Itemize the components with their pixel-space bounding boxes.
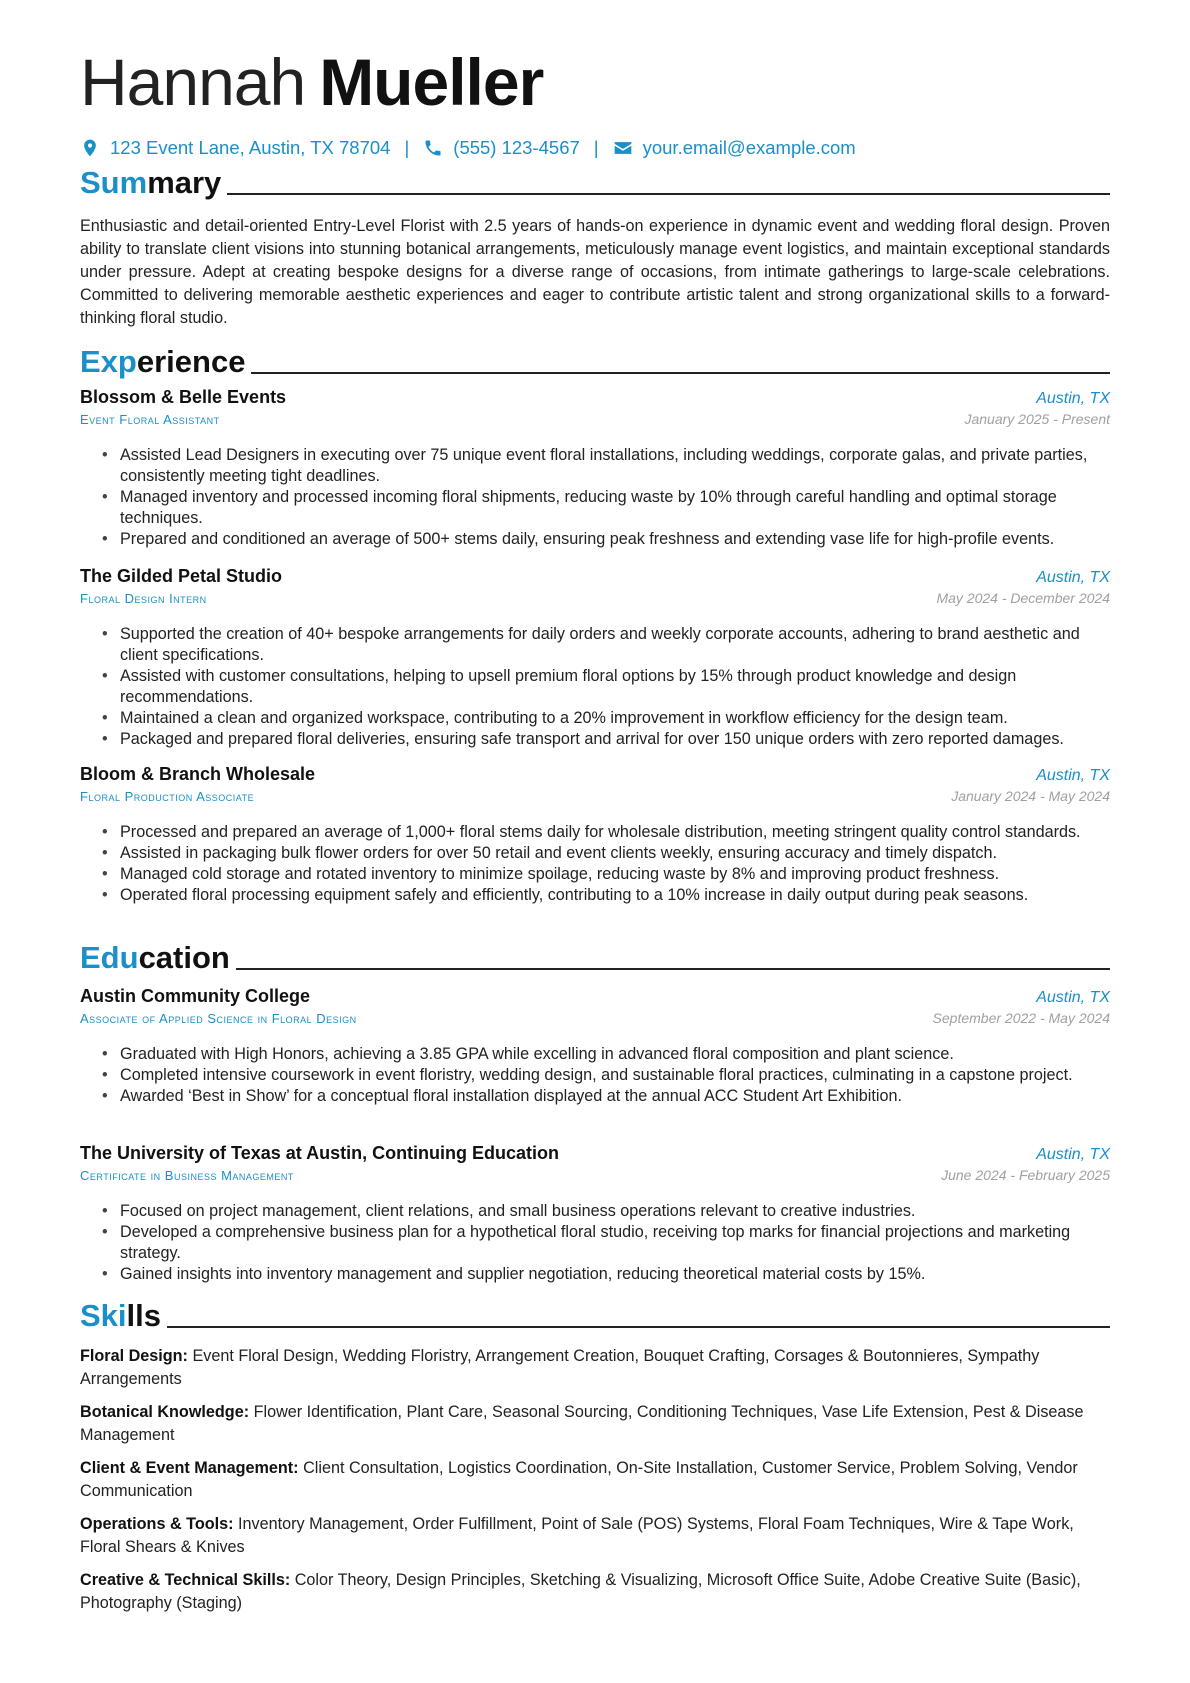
entry-location: Austin, TX [1036,569,1110,586]
experience-entry [80,387,1110,550]
section-rule [227,193,1110,195]
candidate-name [80,42,543,122]
experience-entry [80,764,1110,906]
bullet-item: • Packaged and prepared floral deliveries, ensuring safe transport and arrival for over 150 unique orders with zero reported damages. [120,729,1110,750]
section-accent: Sum [80,165,148,200]
section-rest: erience [136,344,246,379]
section-title-experience [80,339,1110,379]
first-name: Hannah [80,45,306,119]
entry-location: Austin, TX [1036,767,1110,784]
entry-role: Floral Design Intern [80,591,207,606]
entry-role: Associate of Applied Science in Floral Design [80,1011,357,1026]
address-text: 123 Event Lane, Austin, TX 78704 [110,137,391,158]
bullet-item: • Completed intensive coursework in event floristry, wedding design, and sustainable floral practices, culminating in a capstone project. [120,1065,1110,1086]
entry-role: Event Floral Assistant [80,412,220,427]
section-title-skills [80,1293,1110,1333]
entry-location: Austin, TX [1036,1146,1110,1163]
entry-dates: January 2025 - Present [964,411,1110,427]
bullet-item: • Supported the creation of 40+ bespoke arrangements for daily orders and weekly corporate accounts, adhering to brand aesthetic and client specifications. [120,624,1110,666]
entry-bullets [80,1044,1110,1107]
skill-group [80,1401,1110,1447]
bullet-item: • Assisted with customer consultations, helping to upsell premium floral options by 15% through product knowledge and design recommendations. [120,666,1110,708]
skill-label: Operations & Tools: [80,1515,234,1533]
bullet-item: • Assisted Lead Designers in executing over 75 unique event floral installations, including weddings, corporate galas, and private parties, consistently meeting tight deadlines. [120,445,1110,487]
entry-bullets [80,624,1110,750]
section-accent: Edu [80,940,139,975]
bullet-item: • Gained insights into inventory management and supplier negotiation, reducing theoretical material costs by 15%. [120,1264,1110,1285]
skill-items: Color Theory, Design Principles, Sketching & Visualizing, Microsoft Office Suite, Adobe Creative Suite (Basic), Photography (Staging) [80,1571,1081,1612]
envelope-icon [613,138,633,158]
last-name: Mueller [319,45,544,119]
section-title-education [80,935,1110,975]
contact-bar [80,133,856,163]
section-rest: mary [147,165,222,200]
section-rule [236,968,1110,970]
contact-address [80,137,390,159]
section-rest: cation [138,940,230,975]
skill-group [80,1457,1110,1503]
section-rule [167,1326,1110,1328]
skill-label: Botanical Knowledge: [80,1403,250,1421]
entry-dates: January 2024 - May 2024 [951,788,1110,804]
summary-text: Enthusiastic and detail-oriented Entry-Level Florist with 2.5 years of hands-on experience in dynamic event and wedding floral design. Proven ability to translate client visions into stunning botanical arrangements, meticulously manage event logistics, and maintain exceptional standards under pressure. Adept at creating bespoke designs for a diverse range of occasions, from intimate gatherings to large-scale celebrations. Committed to delivering memorable aesthetic experiences and eager to contribute artistic talent and strong organizational skills to a forward-thinking floral studio. [80,217,1110,327]
entry-bullets [80,822,1110,906]
skills-list [80,1345,1110,1625]
bullet-item: • Awarded ‘Best in Show’ for a conceptual floral installation displayed at the annual ACC Student Art Exhibition. [120,1086,1110,1107]
entry-dates: June 2024 - February 2025 [941,1167,1110,1183]
skill-group [80,1345,1110,1391]
bullet-item: • Prepared and conditioned an average of 500+ stems daily, ensuring peak freshness and extending vase life for high-profile events. [120,529,1110,550]
email-text: your.email@example.com [642,137,856,158]
bullet-item: • Maintained a clean and organized workspace, contributing to a 20% improvement in workflow efficiency for the design team. [120,708,1110,729]
education-entry [80,1143,1110,1285]
skill-items: Flower Identification, Plant Care, Seasonal Sourcing, Conditioning Techniques, Vase Life Extension, Pest & Disease Management [80,1403,1084,1444]
bullet-item: • Processed and prepared an average of 1,000+ floral stems daily for wholesale distribution, meeting stringent quality control standards. [120,822,1110,843]
entry-bullets [80,445,1110,550]
skill-label: Floral Design: [80,1347,188,1365]
entry-organization: Bloom & Branch Wholesale [80,764,316,784]
entry-role: Floral Production Associate [80,789,255,804]
entry-dates: September 2022 - May 2024 [932,1010,1110,1026]
entry-organization: The Gilded Petal Studio [80,566,283,586]
skill-label: Client & Event Management: [80,1459,299,1477]
bullet-item: • Graduated with High Honors, achieving a 3.85 GPA while excelling in advanced floral composition and plant science. [120,1044,1110,1065]
experience-entry [80,566,1110,750]
skill-group [80,1513,1110,1559]
phone-icon [423,138,443,158]
section-rest: lls [126,1298,161,1333]
bullet-item: • Developed a comprehensive business plan for a hypothetical floral studio, receiving top marks for financial projections and marketing strategy. [120,1222,1110,1264]
bullet-item: • Managed cold storage and rotated inventory to minimize spoilage, reducing waste by 8% and improving product freshness. [120,864,1110,885]
bullet-item: • Managed inventory and processed incoming floral shipments, reducing waste by 10% through careful handling and optimal storage techniques. [120,487,1110,529]
entry-dates: May 2024 - December 2024 [936,590,1110,606]
skill-items: Event Floral Design, Wedding Floristry, Arrangement Creation, Bouquet Crafting, Corsages & Boutonnieres, Sympathy Arrangements [80,1347,1040,1388]
bullet-item: • Assisted in packaging bulk flower orders for over 50 retail and event clients weekly, ensuring accuracy and timely dispatch. [120,843,1110,864]
education-entry [80,986,1110,1107]
skill-group [80,1569,1110,1615]
skill-label: Creative & Technical Skills: [80,1571,291,1589]
entry-organization: Blossom & Belle Events [80,387,287,407]
contact-separator: | [404,137,410,158]
entry-location: Austin, TX [1036,989,1110,1006]
skill-items: Inventory Management, Order Fulfillment, Point of Sale (POS) Systems, Floral Foam Techniques, Wire & Tape Work, Floral Shears & Knives [80,1515,1074,1556]
section-accent: Ski [80,1298,127,1333]
entry-organization: The University of Texas at Austin, Continuing Education [80,1143,560,1163]
phone-text: (555) 123-4567 [453,137,580,158]
bullet-item: • Operated floral processing equipment safely and efficiently, contributing to a 10% increase in daily output during peak seasons. [120,885,1110,906]
contact-phone[interactable] [423,137,580,159]
entry-role: Certificate in Business Management [80,1168,294,1183]
map-pin-icon [80,138,100,158]
contact-separator: | [593,137,599,158]
entry-bullets [80,1201,1110,1285]
entry-location: Austin, TX [1036,390,1110,407]
entry-organization: Austin Community College [80,986,311,1006]
section-accent: Exp [80,344,137,379]
section-title-summary [80,160,1110,200]
bullet-item: • Focused on project management, client relations, and small business operations relevant to creative industries. [120,1201,1110,1222]
section-rule [251,372,1110,374]
skill-items: Client Consultation, Logistics Coordination, On-Site Installation, Customer Service, Problem Solving, Vendor Communication [80,1459,1078,1500]
contact-email[interactable] [613,137,856,159]
